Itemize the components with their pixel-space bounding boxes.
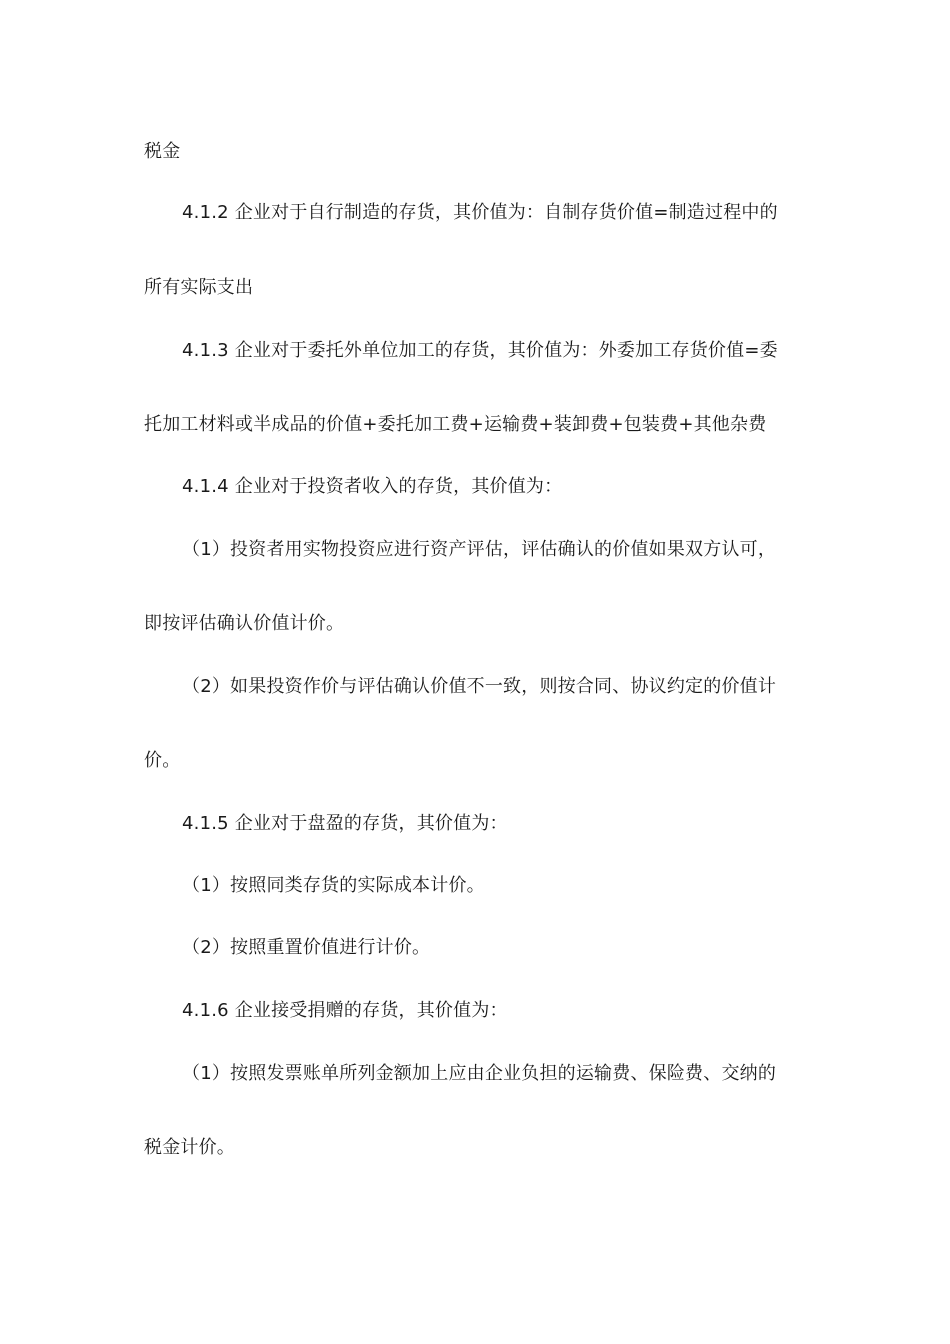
text-line-4-1-5-item-1: （1）按照同类存货的实际成本计价。 — [182, 875, 485, 896]
text-line-4-1-3: 4.1.3 企业对于委托外单位加工的存货，其价值为：外委加工存货价值=委 — [182, 340, 778, 361]
text-line-4-1-5: 4.1.5 企业对于盘盈的存货，其价值为： — [182, 813, 508, 834]
text-line-4-1-3-continuation: 托加工材料或半成品的价值+委托加工费+运输费+装卸费+包装费+其他杂费 — [144, 414, 767, 435]
text-line-4-1-4-item-2: （2）如果投资作价与评估确认价值不一致，则按合同、协议约定的价值计 — [182, 676, 777, 697]
text-line-4-1-4-item-1: （1）投资者用实物投资应进行资产评估，评估确认的价值如果双方认可， — [182, 539, 777, 560]
text-line-4-1-4-item-1-continuation: 即按评估确认价值计价。 — [144, 613, 345, 634]
text-line-4-1-6: 4.1.6 企业接受捐赠的存货，其价值为： — [182, 1000, 508, 1021]
text-line-tax-continuation: 税金 — [144, 141, 181, 162]
text-line-4-1-4: 4.1.4 企业对于投资者收入的存货，其价值为： — [182, 476, 563, 497]
text-line-4-1-6-item-1: （1）按照发票账单所列金额加上应由企业负担的运输费、保险费、交纳的 — [182, 1063, 777, 1084]
text-line-4-1-2: 4.1.2 企业对于自行制造的存货，其价值为：自制存货价值=制造过程中的 — [182, 202, 778, 223]
text-line-4-1-6-item-1-continuation: 税金计价。 — [144, 1137, 235, 1158]
text-line-4-1-2-continuation: 所有实际支出 — [144, 277, 254, 298]
text-line-4-1-5-item-2: （2）按照重置价值进行计价。 — [182, 937, 431, 958]
text-line-4-1-4-item-2-continuation: 价。 — [144, 750, 181, 771]
